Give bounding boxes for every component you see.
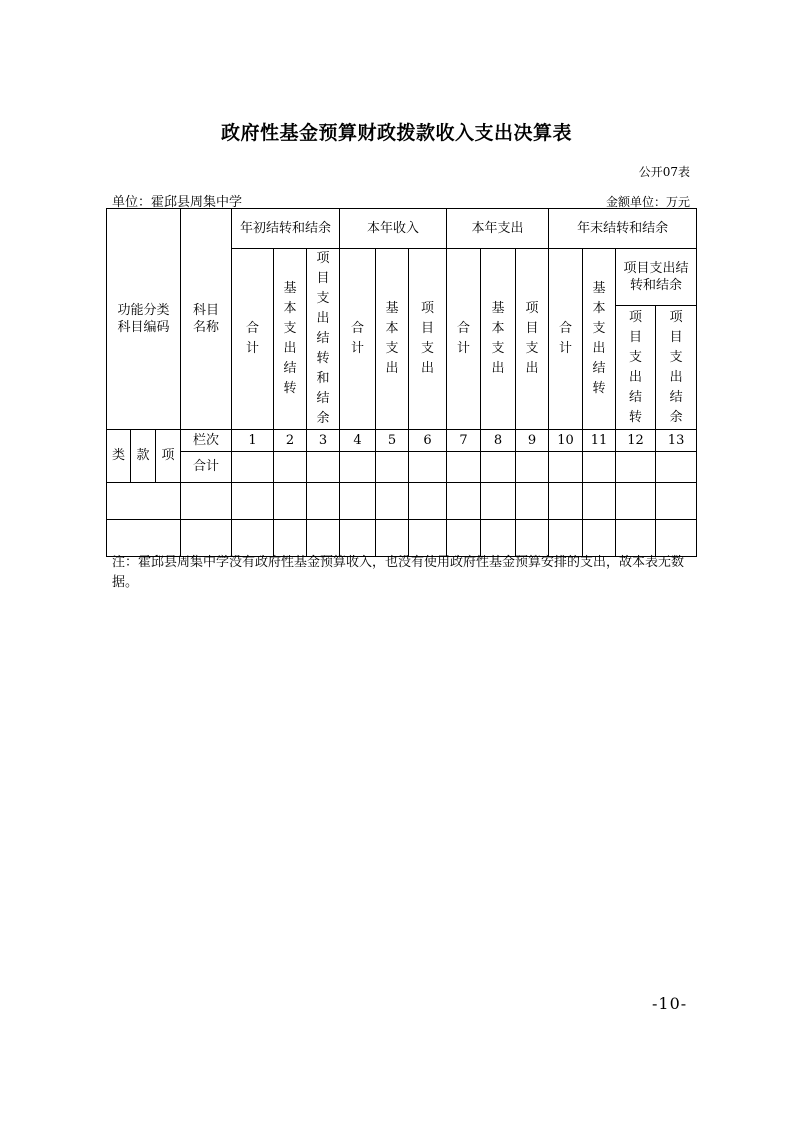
amount-unit: 金额单位：万元 bbox=[605, 195, 690, 209]
table-cell bbox=[107, 483, 181, 520]
table-cell bbox=[340, 520, 376, 557]
table-cell bbox=[656, 483, 697, 520]
column-number: 4 bbox=[340, 430, 376, 452]
column-number: 10 bbox=[549, 430, 583, 452]
header-income-basic bbox=[376, 249, 409, 430]
table-cell bbox=[376, 520, 409, 557]
table-row-total bbox=[107, 452, 697, 483]
table-cell bbox=[340, 483, 376, 520]
header-income-project-label: 项目支出 bbox=[421, 301, 435, 376]
header-income-project bbox=[409, 249, 447, 430]
header-group-begin-label: 年初结转和结余 bbox=[240, 221, 332, 236]
table-cell bbox=[516, 520, 549, 557]
row-label-kuan: 款 bbox=[131, 430, 156, 483]
header-begin-total-label: 合计 bbox=[246, 321, 260, 356]
table-cell bbox=[376, 483, 409, 520]
header-begin-basic bbox=[274, 249, 307, 430]
header-subject-name bbox=[181, 209, 232, 430]
row-label-total: 合计 bbox=[181, 452, 232, 483]
table-cell bbox=[656, 520, 697, 557]
table-cell bbox=[447, 452, 481, 483]
header-end-basic-label: 基本支出结转 bbox=[592, 281, 606, 396]
table-cell bbox=[232, 452, 274, 483]
table-cell bbox=[107, 520, 181, 557]
column-number: 3 bbox=[307, 430, 340, 452]
table-cell bbox=[549, 520, 583, 557]
table-cell bbox=[274, 483, 307, 520]
column-number: 8 bbox=[481, 430, 516, 452]
table-cell bbox=[340, 452, 376, 483]
table-row bbox=[107, 483, 697, 520]
unit-label: 单位：霍邱县周集中学 bbox=[112, 195, 243, 210]
header-end-total-label: 合计 bbox=[559, 321, 573, 356]
page-number: -10- bbox=[652, 994, 688, 1013]
header-begin-basic-label: 基本支出结转 bbox=[283, 281, 297, 396]
table-cell bbox=[616, 520, 656, 557]
column-number: 5 bbox=[376, 430, 409, 452]
table-cell bbox=[481, 520, 516, 557]
column-number: 2 bbox=[274, 430, 307, 452]
header-end-project-surplus-label: 项目支出结余 bbox=[669, 309, 683, 425]
table-cell bbox=[181, 520, 232, 557]
table-cell bbox=[549, 452, 583, 483]
row-label-lanci: 栏次 bbox=[181, 430, 232, 452]
header-func-code bbox=[107, 209, 181, 430]
table-cell bbox=[583, 483, 616, 520]
table-cell bbox=[307, 483, 340, 520]
header-expense-total bbox=[447, 249, 481, 430]
table-cell bbox=[616, 483, 656, 520]
table-cell bbox=[181, 483, 232, 520]
header-group-end: 年末结转和结余 bbox=[549, 209, 697, 249]
table-cell bbox=[481, 483, 516, 520]
table-cell bbox=[549, 483, 583, 520]
header-end-project-group bbox=[616, 249, 697, 306]
column-number: 13 bbox=[656, 430, 697, 452]
table-cell bbox=[274, 520, 307, 557]
table-cell bbox=[616, 452, 656, 483]
header-expense-basic bbox=[481, 249, 516, 430]
column-number: 11 bbox=[583, 430, 616, 452]
table-cell bbox=[307, 452, 340, 483]
header-end-project-carry-label: 项目支出结转 bbox=[629, 309, 643, 425]
header-income-basic-label: 基本支出 bbox=[385, 301, 399, 376]
header-income-total-label: 合计 bbox=[351, 321, 365, 356]
header-begin-total bbox=[232, 249, 274, 430]
table-cell bbox=[307, 520, 340, 557]
header-func-code-label: 功能分类科目编码 bbox=[117, 303, 170, 335]
header-begin-project-label: 项目支出结转和结余 bbox=[316, 251, 330, 426]
column-number: 6 bbox=[409, 430, 447, 452]
table-cell bbox=[481, 452, 516, 483]
column-number-row bbox=[107, 430, 697, 452]
form-number: 公开07表 bbox=[638, 165, 690, 179]
table-cell bbox=[516, 452, 549, 483]
row-label-xiang: 项 bbox=[156, 430, 181, 483]
header-end-project-surplus bbox=[656, 306, 697, 430]
header-begin-project bbox=[307, 249, 340, 430]
table-cell bbox=[409, 452, 447, 483]
table-cell bbox=[409, 520, 447, 557]
column-number: 7 bbox=[447, 430, 481, 452]
table-cell bbox=[232, 483, 274, 520]
column-number: 1 bbox=[232, 430, 274, 452]
column-number: 12 bbox=[616, 430, 656, 452]
budget-table bbox=[106, 208, 697, 557]
header-subject-name-label: 科目名称 bbox=[193, 303, 220, 335]
table-cell bbox=[274, 452, 307, 483]
table-cell bbox=[376, 452, 409, 483]
table-cell bbox=[409, 483, 447, 520]
header-expense-project-label: 项目支出 bbox=[525, 301, 539, 376]
table-cell bbox=[516, 483, 549, 520]
header-group-income: 本年收入 bbox=[340, 209, 447, 249]
header-end-project-carry bbox=[616, 306, 656, 430]
page-title: 政府性基金预算财政拨款收入支出决算表 bbox=[220, 122, 572, 144]
table-cell bbox=[583, 452, 616, 483]
row-label-lei: 类 bbox=[107, 430, 131, 483]
table-cell bbox=[447, 520, 481, 557]
header-group-expense: 本年支出 bbox=[447, 209, 549, 249]
header-group-begin bbox=[232, 209, 340, 249]
header-income-total bbox=[340, 249, 376, 430]
header-expense-total-label: 合计 bbox=[457, 321, 471, 356]
footnote: 注：霍邱县周集中学没有政府性基金预算收入，也没有使用政府性基金预算安排的支出，故本表无数据。 bbox=[112, 555, 685, 590]
table-row bbox=[107, 520, 697, 557]
column-number: 9 bbox=[516, 430, 549, 452]
table-cell bbox=[232, 520, 274, 557]
header-end-total bbox=[549, 249, 583, 430]
header-expense-project bbox=[516, 249, 549, 430]
table-cell bbox=[656, 452, 697, 483]
header-end-project-group-label: 项目支出结转和结余 bbox=[623, 261, 689, 294]
header-expense-basic-label: 基本支出 bbox=[491, 301, 505, 376]
header-end-basic bbox=[583, 249, 616, 430]
table-cell bbox=[583, 520, 616, 557]
table-cell bbox=[447, 483, 481, 520]
